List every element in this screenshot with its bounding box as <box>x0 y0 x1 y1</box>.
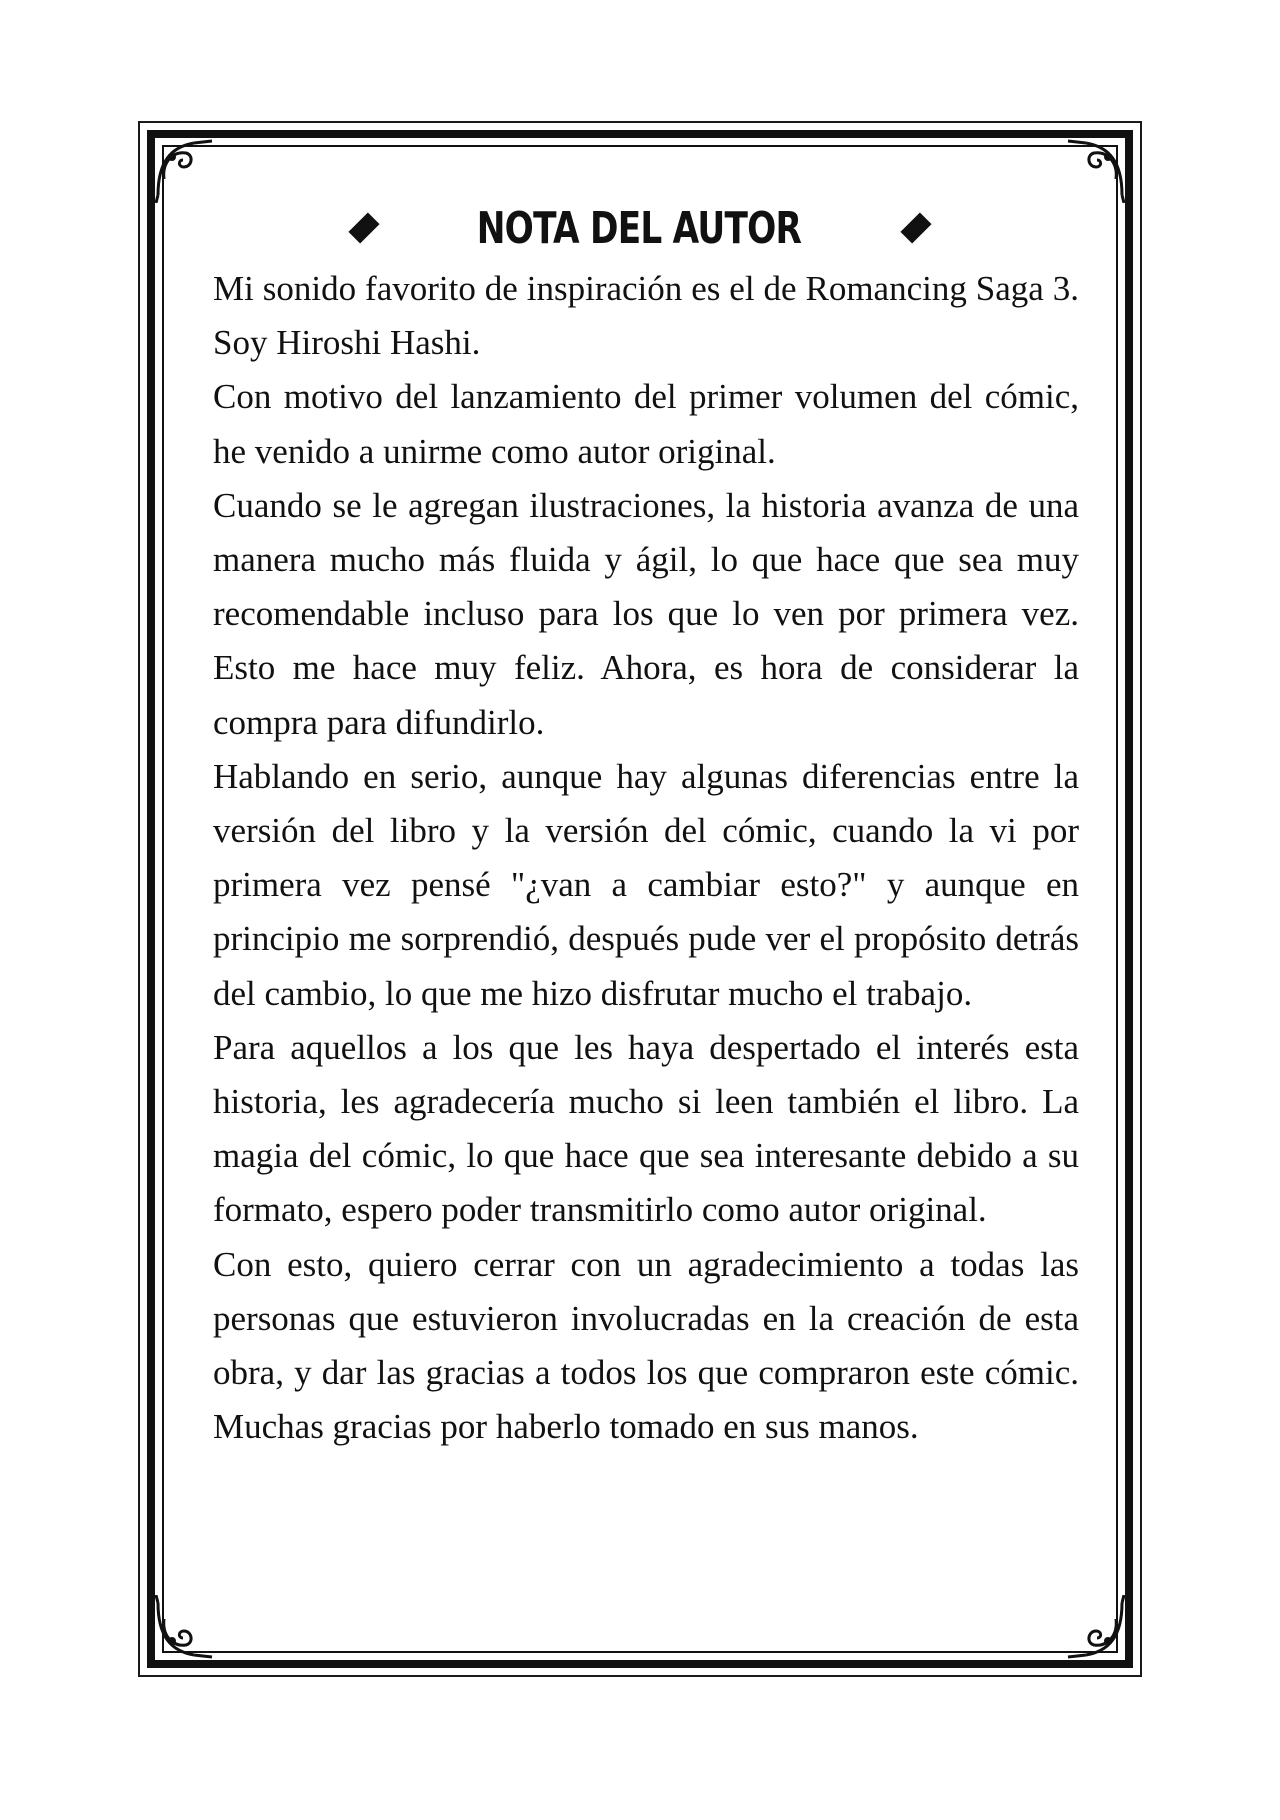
corner-flourish-icon <box>1060 1595 1130 1665</box>
corner-flourish-icon <box>150 1595 220 1665</box>
paragraph: Cuando se le agregan ilustraciones, la historia avanza de una manera mucho más fluida y ágil, lo que hace que sea muy recomendable incluso para los que lo ven por primera vez. Esto me hace muy feliz. Ahora, es hora de considerar la compra para difundirlo. <box>213 485 1079 742</box>
corner-flourish-icon <box>150 133 220 203</box>
paragraph: Para aquellos a los que les haya despertado el interés esta historia, les agradecería mucho si leen también el libro. La magia del cómic, lo que hace que sea interesante debido a su formato, espero poder transmitirlo como autor original. <box>213 1027 1079 1230</box>
paragraph: Hablando en serio, aunque hay algunas diferencias entre la versión del libro y la versión del cómic, cuando la vi por primera vez pensé "¿van a cambiar esto?" y aunque en principio me sorprendió, después pude ver el propósito detrás del cambio, lo que me hizo disfrutar mucho el trabajo. <box>213 756 1079 1013</box>
paragraph: Mi sonido favorito de inspiración es el de Romancing Saga 3. Soy Hiroshi Hashi. <box>213 269 1079 363</box>
page-title: NOTA DEL AUTOR <box>476 202 802 254</box>
title-row <box>160 198 1120 258</box>
diamond-icon <box>349 212 380 243</box>
corner-flourish-icon <box>1060 133 1130 203</box>
paragraph: Con motivo del lanzamiento del primer volumen del cómic, he venido a unirme como autor original. <box>213 377 1079 471</box>
paragraph: Con esto, quiero cerrar con un agradecimiento a todas las personas que estuvieron involucradas en la creación de esta obra, y dar las gracias a todos los que compraron este cómic. Muchas gracias por haberlo tomado en sus manos. <box>213 1244 1079 1447</box>
note-body <box>213 262 1079 1454</box>
diamond-icon <box>900 212 931 243</box>
